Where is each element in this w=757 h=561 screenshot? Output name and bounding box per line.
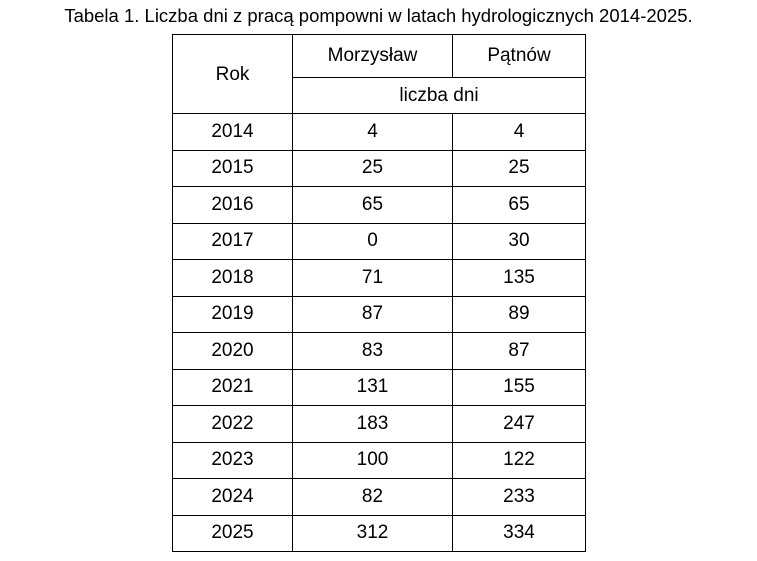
patnow-cell: 89: [453, 296, 586, 333]
morzyslaw-cell: 183: [293, 406, 453, 443]
year-cell: 2023: [173, 442, 293, 479]
morzyslaw-cell: 82: [293, 479, 453, 516]
patnow-cell: 233: [453, 479, 586, 516]
year-cell: 2016: [173, 187, 293, 224]
patnow-cell: 4: [453, 114, 586, 151]
table-row: [173, 114, 586, 151]
pump-days-table: [172, 34, 586, 552]
morzyslaw-cell: 87: [293, 296, 453, 333]
unit-header: liczba dni: [293, 78, 586, 114]
morzyslaw-cell: 65: [293, 187, 453, 224]
morzyslaw-cell: 71: [293, 260, 453, 297]
table-row: [173, 260, 586, 297]
patnow-cell: 25: [453, 150, 586, 187]
table-row: [173, 223, 586, 260]
patnow-cell: 65: [453, 187, 586, 224]
patnow-cell: 334: [453, 515, 586, 552]
header-row: [173, 35, 586, 78]
morzyslaw-header: Morzysław: [293, 35, 453, 78]
year-header-cell: [173, 35, 293, 114]
patnow-cell: 155: [453, 369, 586, 406]
year-cell: 2015: [173, 150, 293, 187]
patnow-cell: 122: [453, 442, 586, 479]
year-cell: 2020: [173, 333, 293, 370]
morzyslaw-cell: 0: [293, 223, 453, 260]
year-cell: 2017: [173, 223, 293, 260]
year-cell: 2018: [173, 260, 293, 297]
patnow-cell: 135: [453, 260, 586, 297]
morzyslaw-cell: 131: [293, 369, 453, 406]
morzyslaw-cell: 4: [293, 114, 453, 151]
year-cell: 2019: [173, 296, 293, 333]
morzyslaw-cell: 100: [293, 442, 453, 479]
table-row: [173, 333, 586, 370]
table-row: [173, 406, 586, 443]
morzyslaw-cell: 83: [293, 333, 453, 370]
year-header: Rok: [215, 64, 250, 85]
table-row: [173, 369, 586, 406]
patnow-header: Pątnów: [453, 35, 586, 78]
patnow-cell: 87: [453, 333, 586, 370]
patnow-cell: 247: [453, 406, 586, 443]
table-row: [173, 150, 586, 187]
year-cell: 2025: [173, 515, 293, 552]
year-cell: 2022: [173, 406, 293, 443]
table-row: [173, 479, 586, 516]
year-cell: 2021: [173, 369, 293, 406]
morzyslaw-cell: 25: [293, 150, 453, 187]
table-row: [173, 442, 586, 479]
morzyslaw-cell: 312: [293, 515, 453, 552]
year-cell: 2014: [173, 114, 293, 151]
table-caption: Tabela 1. Liczba dni z pracą pompowni w latach hydrologicznych 2014-2025.: [64, 5, 693, 26]
table-row: [173, 296, 586, 333]
year-cell: 2024: [173, 479, 293, 516]
patnow-cell: 30: [453, 223, 586, 260]
table-row: [173, 187, 586, 224]
table-row: [173, 515, 586, 552]
